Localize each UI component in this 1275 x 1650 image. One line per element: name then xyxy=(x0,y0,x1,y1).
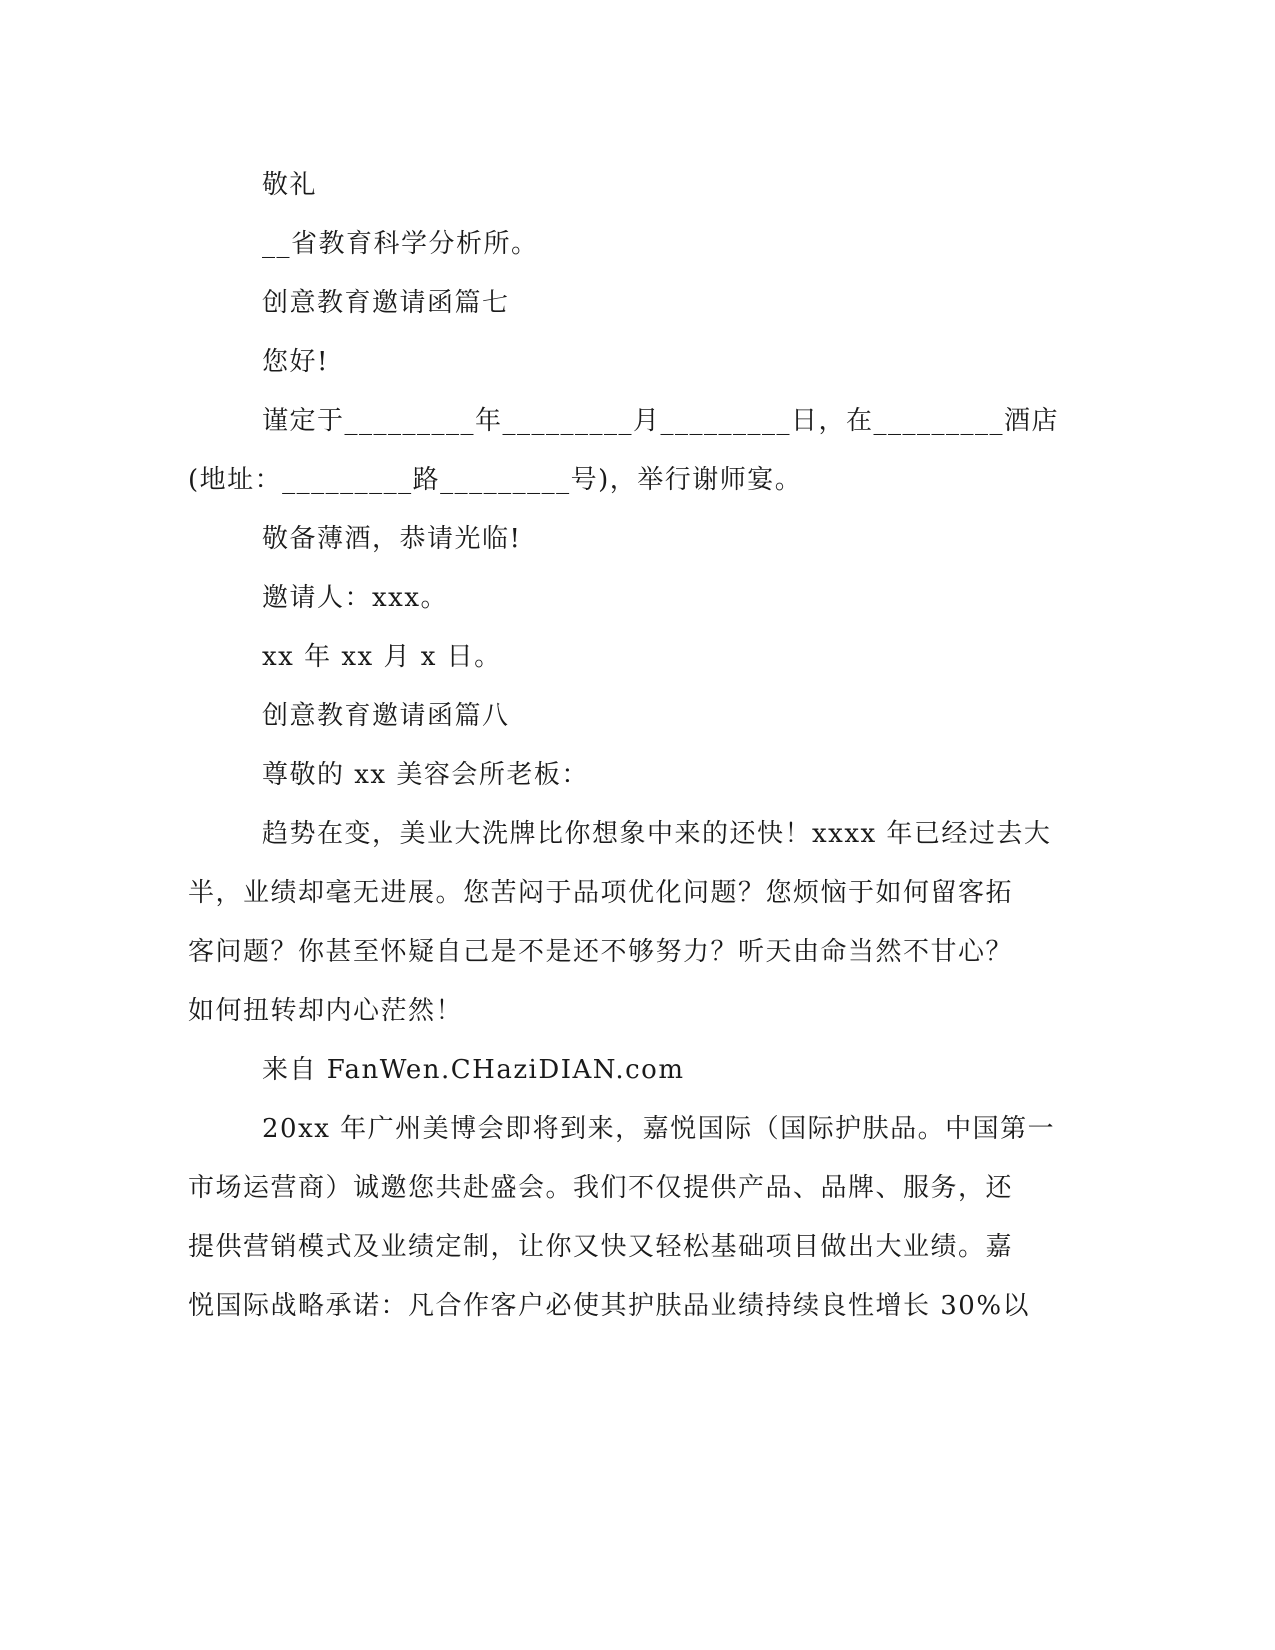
paragraph-line: 提供营销模式及业绩定制，让你又快又轻松基础项目做出大业绩。嘉 xyxy=(188,1232,1014,1262)
paragraph-line: 客问题？你甚至怀疑自己是不是还不够努力？听天由命当然不甘心？ xyxy=(188,937,1014,967)
salutation: 尊敬的 xx 美容会所老板： xyxy=(262,760,589,790)
section-heading-7: 创意教育邀请函篇七 xyxy=(262,288,510,318)
paragraph-line: 悦国际战略承诺：凡合作客户必使其护肤品业绩持续良性增长 30%以 xyxy=(188,1291,1031,1321)
paragraph-line: 敬备薄酒，恭请光临! xyxy=(262,524,522,554)
source-line: 来自 FanWen.CHaziDIAN.com xyxy=(262,1055,685,1085)
greeting: 您好! xyxy=(262,347,329,377)
paragraph-line: 如何扭转却内心茫然！ xyxy=(188,996,464,1026)
paragraph-line: 20xx 年广州美博会即将到来，嘉悦国际（国际护肤品。中国第一 xyxy=(262,1114,1056,1144)
paragraph-line: 趋势在变，美业大洗牌比你想象中来的还快！xxxx 年已经过去大 xyxy=(262,819,1052,849)
paragraph-line: 半，业绩却毫无进展。您苦闷于品项优化问题？您烦恼于如何留客拓 xyxy=(188,878,1014,908)
signature-organization: __省教育科学分析所。 xyxy=(262,229,539,259)
paragraph-line: (地址：_________路_________号)，举行谢师宴。 xyxy=(188,465,803,495)
inviter-line: 邀请人：xxx。 xyxy=(262,583,448,613)
paragraph-line: 谨定于_________年_________月_________日，在_________酒店 xyxy=(262,406,1060,436)
section-heading-8: 创意教育邀请函篇八 xyxy=(262,701,510,731)
paragraph-line: 市场运营商）诚邀您共赴盛会。我们不仅提供产品、品牌、服务，还 xyxy=(188,1173,1014,1203)
date-line: xx 年 xx 月 x 日。 xyxy=(262,642,502,672)
closing-salutation: 敬礼 xyxy=(262,170,318,200)
